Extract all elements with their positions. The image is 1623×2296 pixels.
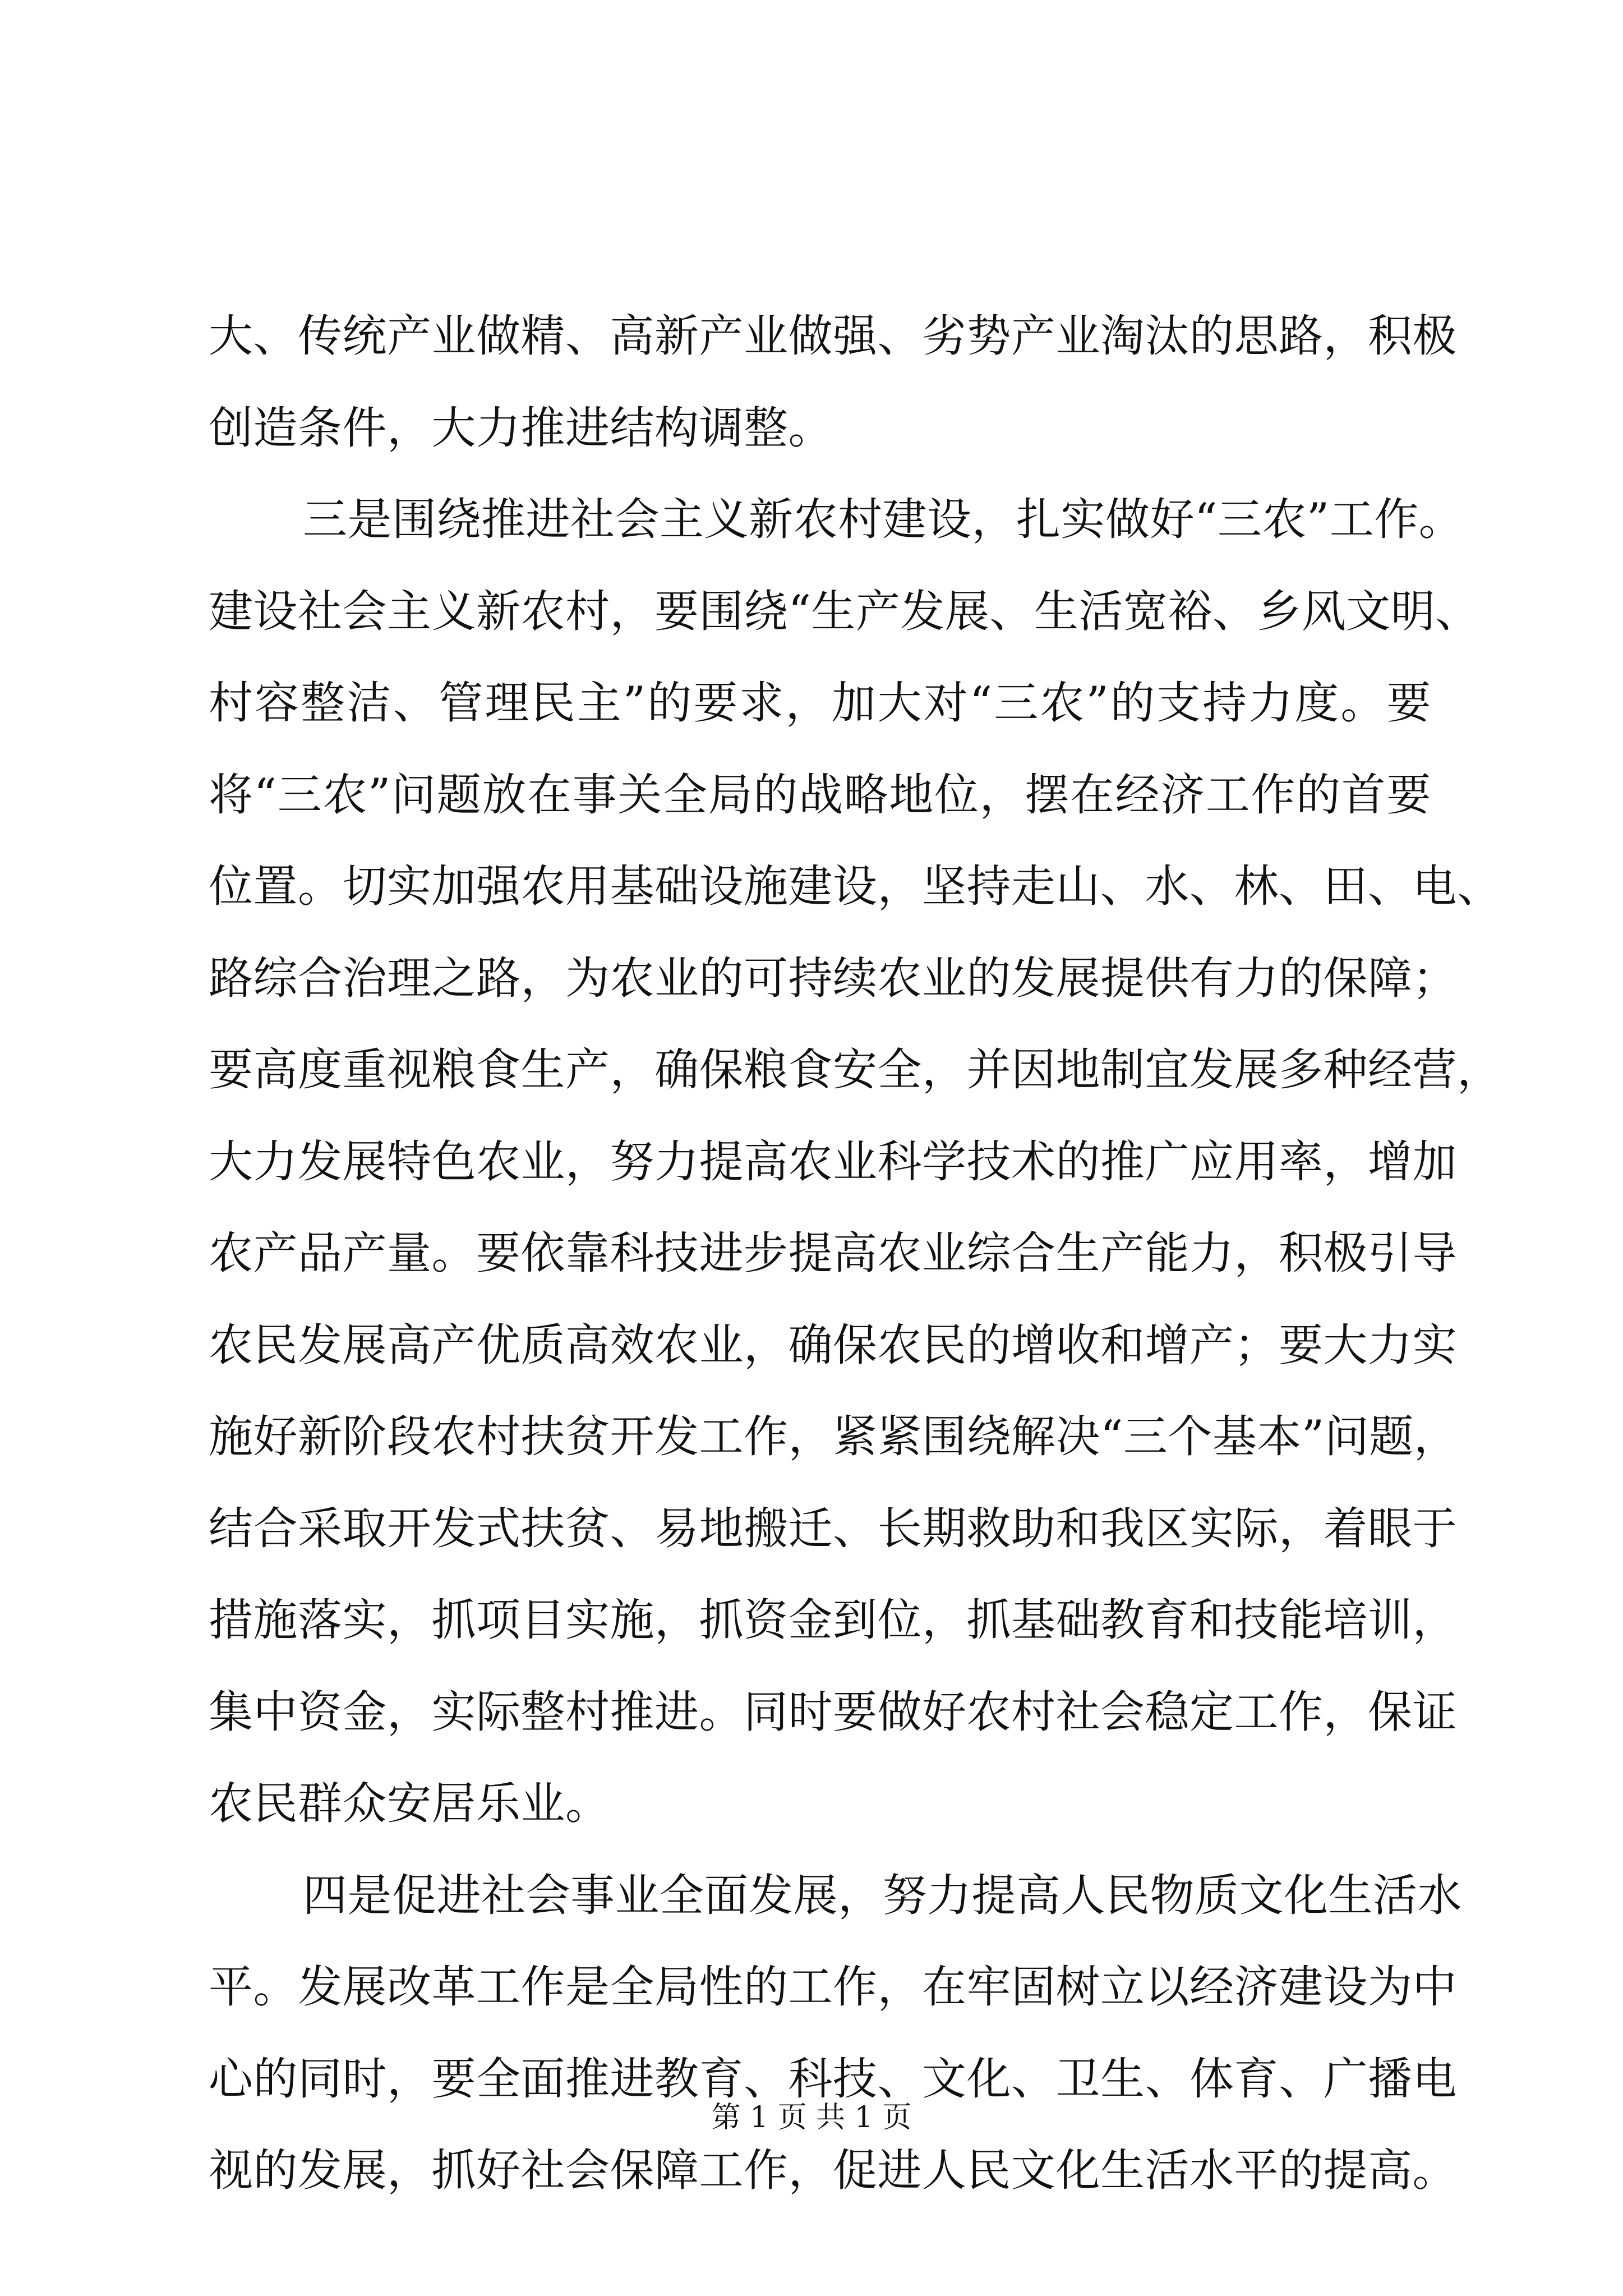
text-line: 视的发展，抓好社会保障工作，促进人民文化生活水平的提高。 bbox=[209, 2145, 1457, 2196]
text-line: 施好新阶段农村扶贫开发工作，紧紧围绕解决“三个基本”问题， bbox=[209, 1411, 1459, 1462]
text-line: 村容整洁、管理民主”的要求，加大对“三农”的支持力度。要 bbox=[209, 677, 1431, 729]
text-line: 农产品产量。要依靠科技进步提高农业综合生产能力，积极引导 bbox=[209, 1227, 1457, 1279]
text-line: 建设社会主义新农村，要围绕“生产发展、生活宽裕、乡风文明、 bbox=[209, 585, 1480, 637]
page-footer: 第 1 页 共 1 页 bbox=[711, 2101, 912, 2134]
paragraph bbox=[209, 291, 1457, 474]
text-line: 农民发展高产优质高效农业，确保农民的增收和增产；要大力实 bbox=[209, 1319, 1457, 1371]
text-line: 集中资金，实际整村推进。同时要做好农村社会稳定工作，保证 bbox=[209, 1686, 1457, 1738]
text-line: 平。发展改革工作是全局性的工作，在牢固树立以经济建设为中 bbox=[209, 1961, 1457, 2013]
text-line: 心的同时，要全面推进教育、科技、文化、卫生、体育、广播电 bbox=[209, 2053, 1457, 2105]
text-line: 大、传统产业做精、高新产业做强、劣势产业淘汰的思路，积极 bbox=[209, 310, 1457, 362]
text-line: 将“三农”问题放在事关全局的战略地位，摆在经济工作的首要 bbox=[209, 769, 1431, 821]
text-line: 创造条件，大力推进结构调整。 bbox=[209, 402, 833, 454]
text-line: 要高度重视粮食生产，确保粮食安全，并因地制宜发展多种经营， bbox=[209, 1044, 1502, 1096]
text-line: 措施落实，抓项目实施，抓资金到位，抓基础教育和技能培训， bbox=[209, 1594, 1457, 1646]
text-line: 农民群众安居乐业。 bbox=[209, 1778, 610, 1829]
text-line: 路综合治理之路，为农业的可持续农业的发展提供有力的保障； bbox=[209, 952, 1457, 1004]
text-line: 大力发展特色农业，努力提高农业科学技术的推广应用率，增加 bbox=[209, 1135, 1457, 1188]
text-line: 结合采取开发式扶贫、易地搬迁、长期救助和我区实际，着眼于 bbox=[209, 1502, 1457, 1554]
text-line: 三是围绕推进社会主义新农村建设，扎实做好“三农”工作。 bbox=[303, 494, 1464, 545]
text-line: 四是促进社会事业全面发展，努力提高人民物质文化生活水 bbox=[303, 1869, 1462, 1921]
paragraph bbox=[209, 1850, 1462, 2217]
paragraph bbox=[209, 474, 1502, 1850]
document-body bbox=[209, 291, 1502, 2217]
text-line: 位置。切实加强农用基础设施建设，坚持走山、水、林、田、电、 bbox=[209, 861, 1502, 912]
